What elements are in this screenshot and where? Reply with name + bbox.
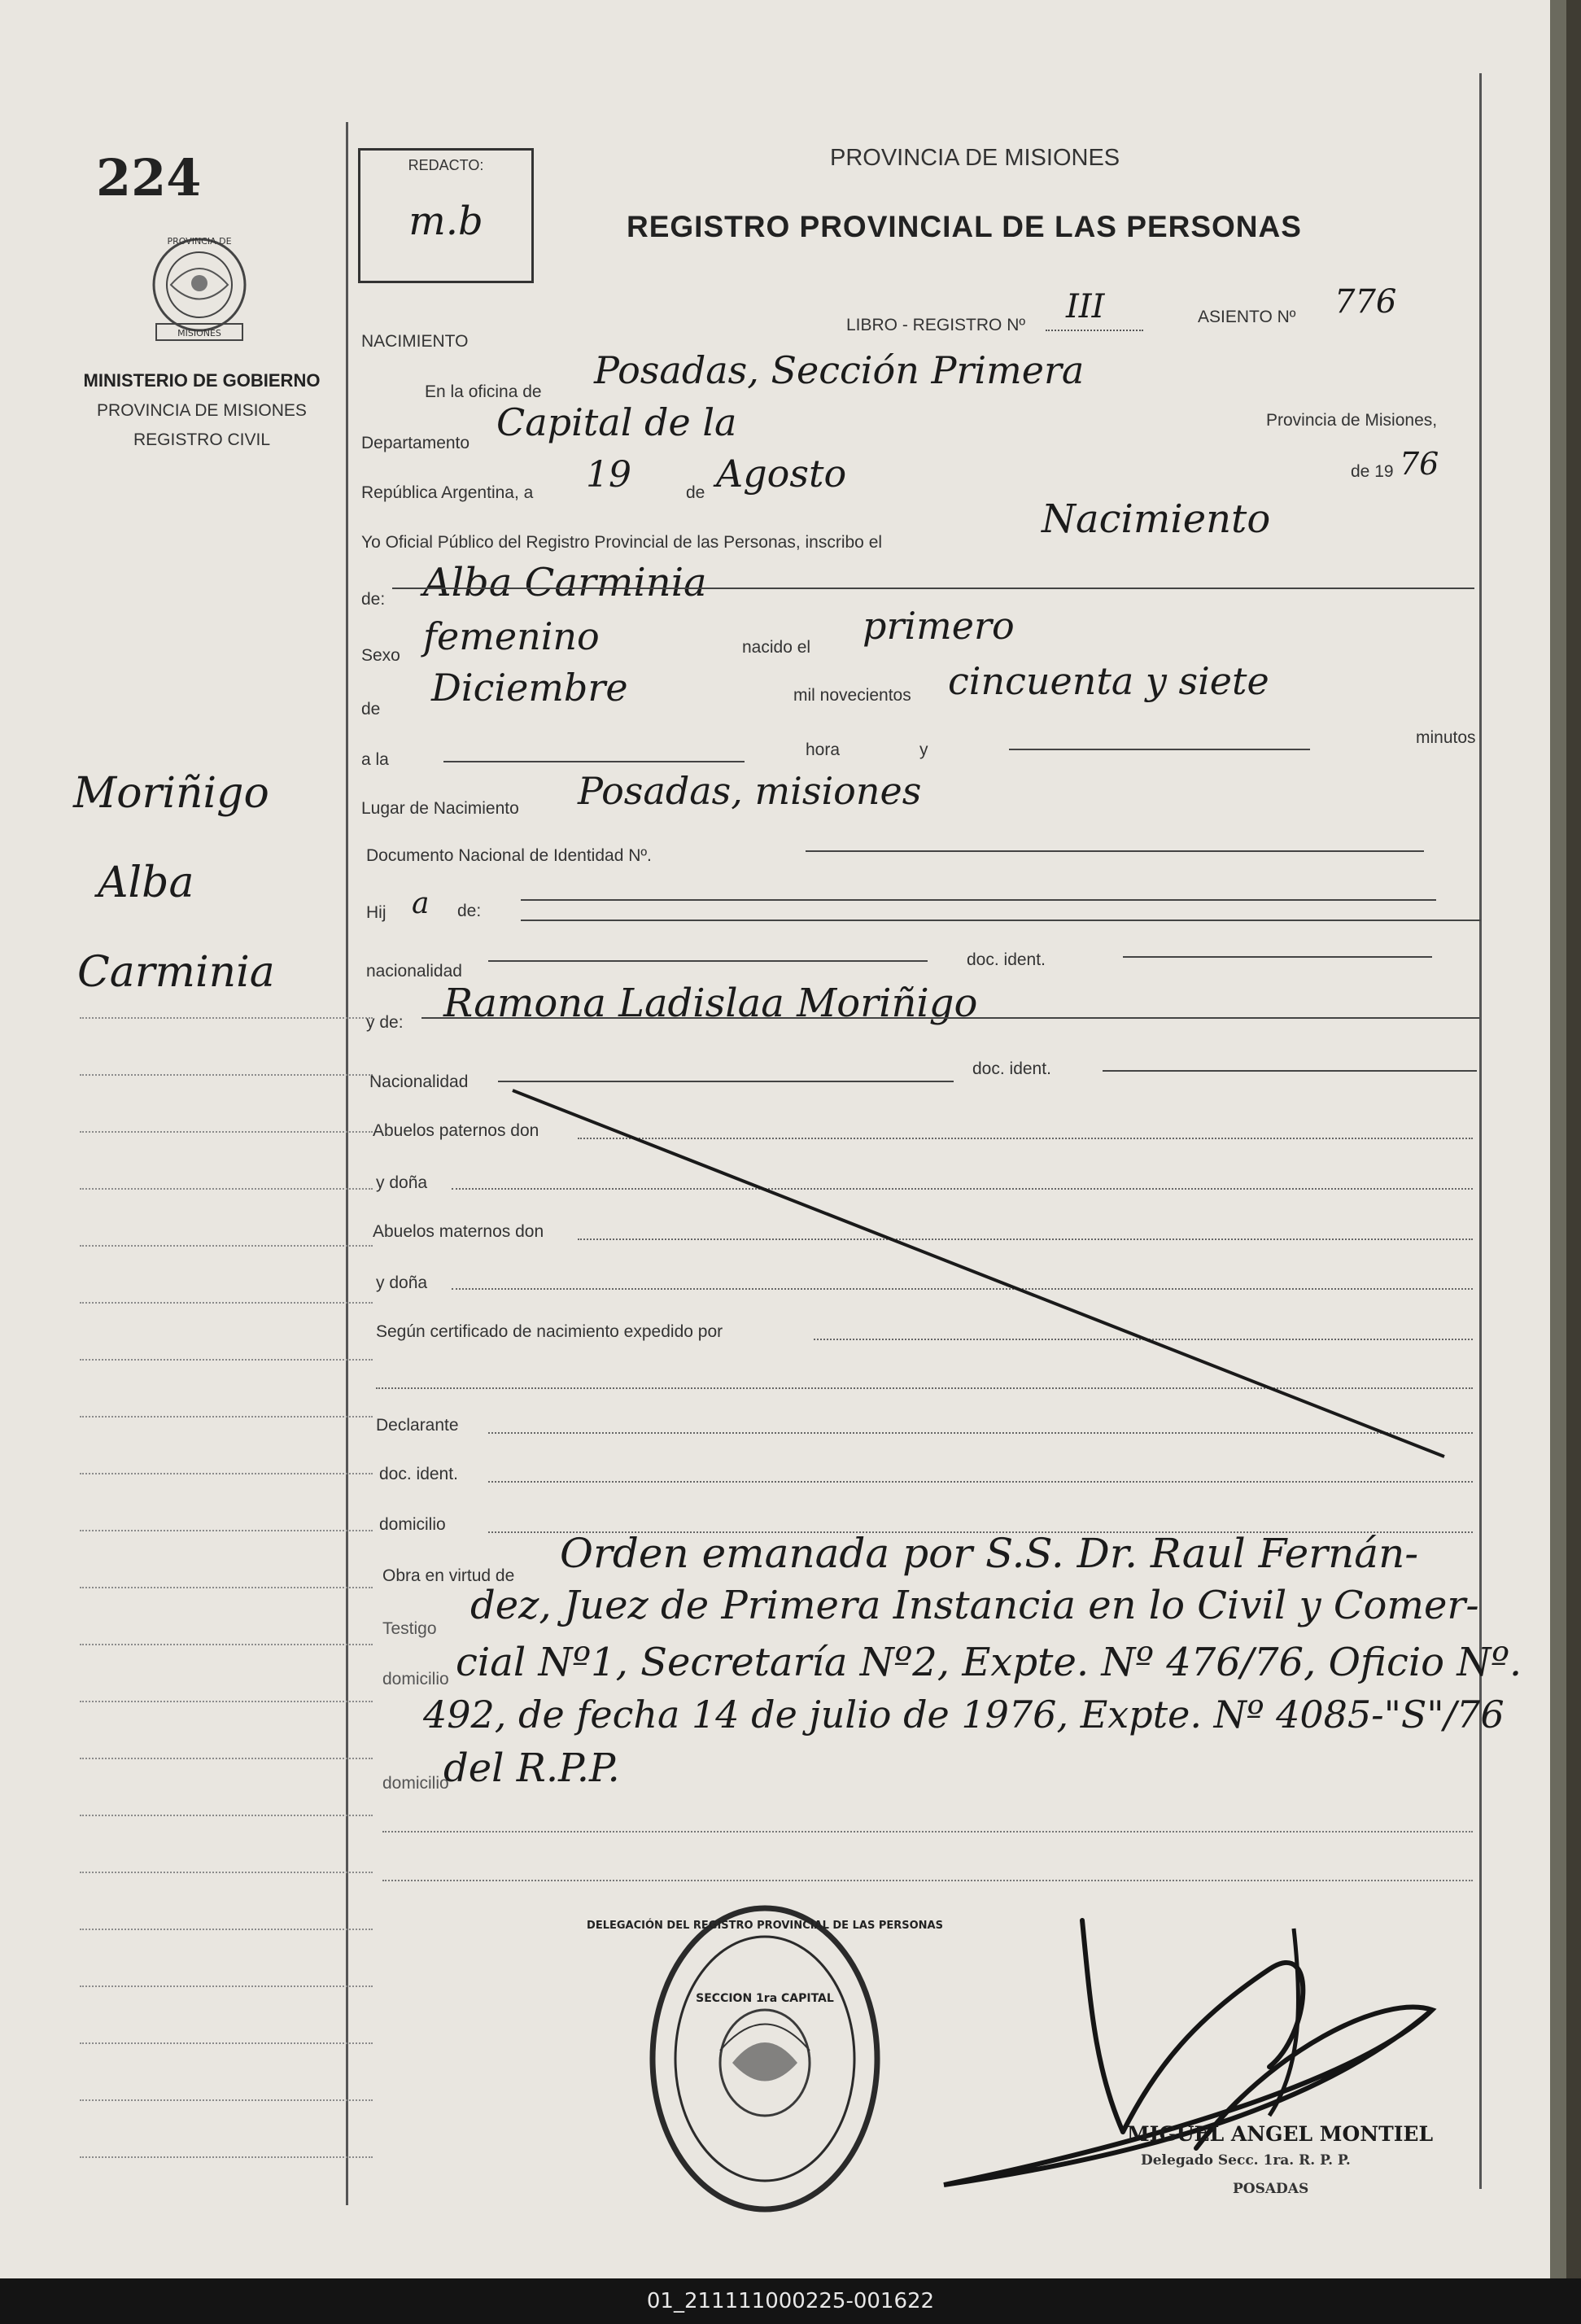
margin-note-line-1: Moriñigo [73, 769, 269, 818]
obra-line-1: Orden emanada por S.S. Dr. Raul Fernán- [560, 1530, 1419, 1577]
svg-text:DELEGACIÓN DEL REGISTRO PROVIN: DELEGACIÓN DEL REGISTRO PROVINCIAL DE LAS PERSONAS [587, 1920, 943, 1932]
and-label: y [919, 740, 928, 759]
register-title: REGISTRO PROVINCIAL DE LAS PERSONAS [627, 210, 1302, 243]
svg-text:PROVINCIA DE: PROVINCIA DE [167, 236, 232, 247]
office-value: Posadas, Sección Primera [594, 348, 1085, 392]
date-year-label: de 19 [1351, 462, 1394, 481]
child-of-suffix: a [412, 887, 430, 920]
act-type: NACIMIENTO [361, 332, 469, 351]
grand-mat-label: Abuelos maternos don [373, 1222, 544, 1241]
place-value: Posadas, misiones [578, 769, 922, 813]
birth-month: Diciembre [431, 666, 628, 710]
obra-underlabel-3: domicilio [382, 1774, 449, 1793]
minutes-label: minutos [1416, 728, 1476, 747]
sex-value: femenino [423, 614, 600, 658]
svg-text:MISIONES: MISIONES [177, 328, 221, 339]
date-month-label: de [686, 483, 705, 502]
signature-icon [814, 1904, 1448, 2205]
dni-label: Documento Nacional de Identidad Nº. [366, 846, 652, 865]
child-name: Alba Carminia [423, 560, 707, 605]
born-day: primero [863, 604, 1015, 648]
libro-label: LIBRO - REGISTRO Nº [846, 316, 1026, 334]
province-header: PROVINCIA DE MISIONES [830, 145, 1120, 171]
time-label: a la [361, 750, 389, 769]
svg-text:SECCION 1ra CAPITAL: SECCION 1ra CAPITAL [696, 1992, 834, 2005]
declarant-label: Declarante [376, 1416, 459, 1435]
inscribe-label: Yo Oficial Público del Registro Provincial de las Personas, inscribo el [361, 533, 883, 552]
redacto-value: m.b [408, 199, 483, 244]
birth-year: cincuenta y siete [948, 659, 1269, 703]
ministry-office: REGISTRO CIVIL [133, 430, 271, 449]
date-label: República Argentina, a [361, 483, 534, 502]
nationality2-label: Nacionalidad [369, 1072, 469, 1091]
obra-underlabel-2: domicilio [382, 1670, 449, 1688]
asiento-label: ASIENTO Nº [1198, 308, 1296, 326]
grand-pat-dona: y doña [376, 1173, 428, 1192]
date-year: 76 [1400, 446, 1439, 482]
official-city: POSADAS [1233, 2181, 1309, 2197]
obra-label: Obra en virtud de [382, 1566, 515, 1585]
official-name: MIGUEL ANGEL MONTIEL [1127, 2122, 1434, 2146]
department-label: Departamento [361, 434, 470, 452]
thousand-label: mil novecientos [793, 686, 911, 705]
ministry-province: PROVINCIA DE MISIONES [97, 401, 307, 420]
margin-note-line-3: Carminia [77, 948, 275, 997]
born-label: nacido el [742, 638, 811, 657]
child-of-label: Hij [366, 903, 387, 922]
blank-rule [382, 1880, 1473, 1881]
obra-line-3: cial Nº1, Secretaría Nº2, Expte. Nº 476/76, Oficio Nº. [456, 1640, 1522, 1685]
name-label: de: [361, 590, 386, 609]
nationality1-label: nacionalidad [366, 962, 462, 981]
date-day: 19 [586, 454, 631, 496]
province-label: Provincia de Misiones, [1266, 411, 1438, 430]
date-month: Agosto [716, 452, 847, 496]
grand-mat-dona: y doña [376, 1273, 428, 1292]
ministry-name: MINISTERIO DE GOBIERNO [83, 370, 321, 391]
hour-label: hora [806, 740, 841, 759]
birth-month-label: de [361, 700, 381, 719]
asiento-value: 776 [1334, 283, 1397, 321]
certificate-label: Según certificado de nacimiento expedido por [376, 1322, 723, 1341]
department-value: Capital de la [496, 400, 737, 444]
declarant-dom-label: domicilio [379, 1515, 446, 1534]
mother-name: Ramona Ladislaa Moriñigo [443, 981, 978, 1026]
redacto-label: REDACTO: [408, 157, 484, 173]
nationality1-doc-label: doc. ident. [967, 950, 1046, 969]
inscribe-value: Nacimiento [1042, 496, 1271, 542]
sex-label: Sexo [361, 646, 400, 665]
libro-value: III [1066, 288, 1105, 325]
obra-line-5: del R.P.P. [443, 1745, 620, 1791]
obra-underlabel-1: Testigo [382, 1619, 437, 1638]
page-number: 224 [96, 148, 202, 208]
office-label: En la oficina de [425, 382, 542, 401]
place-label: Lugar de Nacimiento [361, 799, 519, 818]
margin-note-line-2: Alba [98, 858, 194, 907]
obra-line-4: 492, de fecha 14 de julio de 1976, Expte. Nº 4085-"S"/76 [423, 1693, 1505, 1736]
child-of-label-de: de: [457, 902, 482, 920]
official-role: Delegado Secc. 1ra. R. P. P. [1141, 2152, 1351, 2169]
obra-line-2: dez, Juez de Primera Instancia en lo Civil y Comer- [470, 1583, 1479, 1628]
mother-label: y de: [366, 1013, 404, 1032]
archive-id: 01_211111000225-001622 [0, 2278, 1581, 2324]
grand-pat-label: Abuelos paternos don [373, 1121, 539, 1140]
nationality2-doc-label: doc. ident. [972, 1059, 1051, 1078]
declarant-doc-label: doc. ident. [379, 1465, 458, 1483]
blank-rule [382, 1831, 1473, 1833]
